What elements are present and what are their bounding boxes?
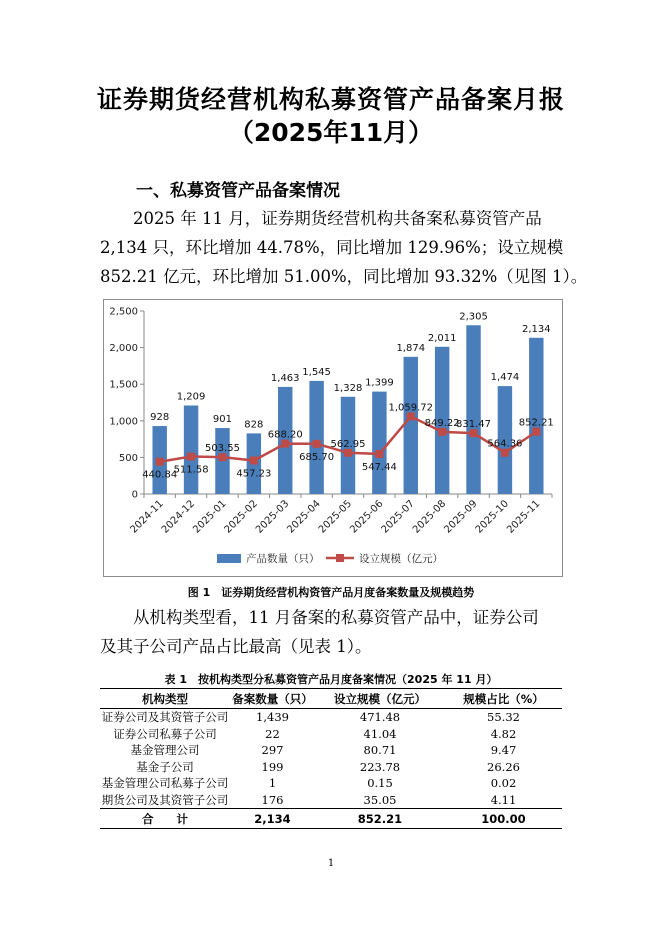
table-cell: 4.11 — [490, 792, 517, 807]
report-title: 证券期货经营机构私募资管产品备案月报 — [96, 85, 565, 114]
bar-data-label: 828 — [244, 419, 264, 431]
line-data-label: 440.84 — [142, 469, 178, 481]
institution-table — [100, 688, 562, 829]
line-data-label: 831.47 — [456, 419, 492, 431]
table-cell: 1,439 — [256, 710, 289, 725]
bar-data-label: 1,209 — [176, 391, 206, 403]
legend-swatch-marker — [336, 554, 344, 562]
table-cell: 22 — [265, 726, 280, 741]
line-data-label: 503.55 — [204, 443, 240, 455]
table-cell: 9.47 — [490, 743, 517, 758]
report-subtitle-date: （2025年11月） — [228, 118, 434, 147]
table-cell: 41.04 — [363, 726, 397, 741]
bar — [466, 325, 480, 494]
bar-data-label: 2,134 — [521, 323, 551, 335]
paragraph-line: 2025 年 11 月，证券期货经营机构共备案私募资管产品 — [133, 209, 542, 228]
table-cell: 26.26 — [487, 759, 520, 774]
table-cell: 199 — [261, 759, 284, 774]
table-row — [100, 726, 562, 743]
bar-data-label: 2,011 — [427, 332, 457, 344]
summary-paragraph — [100, 204, 588, 291]
table-cell: 合 计 — [100, 809, 230, 829]
x-tick-label: 2025-03 — [254, 498, 292, 536]
line-data-label: 511.58 — [173, 464, 209, 476]
line-data-label: 564.36 — [487, 438, 523, 450]
section-heading: 一、私募资管产品备案情况 — [136, 181, 340, 201]
table-header-cell: 机构类型 — [100, 689, 230, 709]
x-tick-label: 2025-01 — [191, 498, 229, 536]
table-cell: 基金管理公司 — [130, 743, 200, 758]
line-point — [250, 457, 258, 465]
trend-chart — [104, 300, 562, 576]
line-point — [218, 453, 226, 461]
x-tick-label: 2025-05 — [316, 498, 355, 536]
table-cell: 176 — [261, 792, 284, 807]
table-row — [100, 759, 562, 776]
line-point — [156, 458, 164, 466]
table-cell: 55.32 — [487, 710, 520, 725]
line-data-label: 547.44 — [361, 461, 397, 473]
line-data-label: 849.22 — [424, 417, 460, 429]
page-number: 1 — [327, 858, 335, 869]
x-tick-label: 2025-06 — [348, 498, 386, 536]
bar — [372, 392, 386, 494]
line-point — [313, 440, 321, 448]
bar-data-label: 2,305 — [459, 311, 488, 323]
line-point — [470, 429, 478, 437]
table-row — [100, 742, 562, 759]
y-tick-label: 2,500 — [109, 306, 138, 318]
table-cell: 297 — [261, 743, 284, 758]
line-point — [438, 428, 446, 436]
table-row — [100, 775, 562, 792]
x-tick-label: 2025-10 — [473, 498, 512, 536]
bar-data-label: 1,463 — [270, 372, 300, 384]
line-point — [281, 440, 289, 448]
line-data-label: 1,059.72 — [388, 402, 434, 414]
table-cell: 471.48 — [359, 710, 401, 725]
table-cell: 4.82 — [490, 726, 517, 741]
table-cell: 证券公司私募子公司 — [113, 726, 217, 741]
line-data-label: 688.20 — [267, 429, 303, 441]
y-tick-label: 2,000 — [109, 343, 138, 355]
table-cell: 35.05 — [363, 792, 397, 807]
bar-data-label: 1,874 — [396, 342, 426, 354]
table-cell: 证券公司及其资管子公司 — [101, 710, 229, 725]
line-point — [375, 450, 383, 458]
table-header-cell: 规模占比（%） — [445, 689, 562, 709]
table-row — [100, 709, 562, 726]
figure-caption: 图 1 证券期货经营机构资管产品月度备案数量及规模趋势 — [187, 586, 475, 599]
line-point — [501, 449, 509, 457]
y-tick-label: 500 — [118, 452, 138, 464]
x-tick-label: 2025-07 — [379, 498, 417, 536]
legend-label: 产品数量（只） — [246, 553, 320, 565]
line-point — [344, 449, 352, 457]
bar-data-label: 1,399 — [365, 377, 394, 389]
institution-paragraph — [100, 603, 562, 661]
x-tick-label: 2025-11 — [505, 498, 543, 536]
table-caption: 表 1 按机构类型分私募资管产品月度备案情况（2025 年 11 月） — [164, 673, 498, 686]
x-tick-label: 2025-04 — [285, 498, 323, 536]
table-cell: 期货公司及其资管子公司 — [101, 792, 229, 807]
y-tick-label: 1,000 — [109, 416, 138, 428]
x-tick-label: 2025-09 — [442, 498, 480, 536]
table-header-cell: 备案数量（只） — [230, 689, 315, 709]
line-data-label: 562.95 — [330, 438, 366, 450]
table-cell: 0.15 — [367, 776, 393, 791]
table-cell: 852.21 — [315, 809, 445, 829]
line-data-label: 852.21 — [518, 417, 554, 429]
table-cell: 100.00 — [445, 809, 562, 829]
line-point — [407, 412, 415, 420]
bar-data-label: 1,328 — [333, 382, 363, 394]
bar-data-label: 1,545 — [302, 366, 331, 378]
table-header-cell: 设立规模（亿元） — [315, 689, 445, 709]
line-data-label: 685.70 — [299, 451, 335, 463]
paragraph-line: 从机构类型看，11 月备案的私募资管产品中，证券公司 — [133, 608, 539, 627]
bar — [309, 381, 323, 494]
x-tick-label: 2024-12 — [159, 498, 198, 536]
paragraph-line: 852.21 亿元，环比增加 51.00%，同比增加 93.32%（见图 1）。 — [100, 267, 588, 286]
bar — [404, 357, 418, 494]
bar-data-label: 901 — [212, 414, 233, 426]
bar — [184, 406, 198, 494]
x-tick-label: 2025-02 — [222, 498, 260, 536]
x-tick-label: 2025-08 — [410, 498, 449, 536]
table-header-row — [100, 689, 562, 709]
table-cell: 2,134 — [230, 809, 315, 829]
line-point — [532, 428, 540, 436]
table-cell: 基金子公司 — [136, 759, 194, 774]
table-cell: 223.78 — [359, 759, 401, 774]
y-tick-label: 0 — [131, 489, 138, 501]
table-cell: 80.71 — [363, 743, 397, 758]
line-point — [187, 453, 195, 461]
legend-label: 设立规模（亿元） — [359, 553, 443, 565]
table-cell: 0.02 — [490, 776, 517, 791]
bar-data-label: 928 — [150, 412, 170, 424]
paragraph-line: 及其子公司产品占比最高（见表 1）。 — [100, 637, 372, 656]
trend-chart-frame — [103, 299, 563, 577]
table-row — [100, 792, 562, 809]
legend-swatch-bar — [217, 554, 241, 563]
table-cell: 1 — [268, 776, 277, 791]
bar-data-label: 1,474 — [490, 372, 520, 384]
table-total-row — [100, 809, 562, 829]
paragraph-line: 2,134 只，环比增加 44.78%，同比增加 129.96%；设立规模 — [100, 238, 564, 257]
x-tick-label: 2024-11 — [128, 498, 166, 536]
line-data-label: 457.23 — [236, 468, 272, 480]
y-tick-label: 1,500 — [109, 379, 138, 391]
table-cell: 基金管理公司私募子公司 — [101, 776, 229, 791]
bar — [529, 338, 543, 494]
